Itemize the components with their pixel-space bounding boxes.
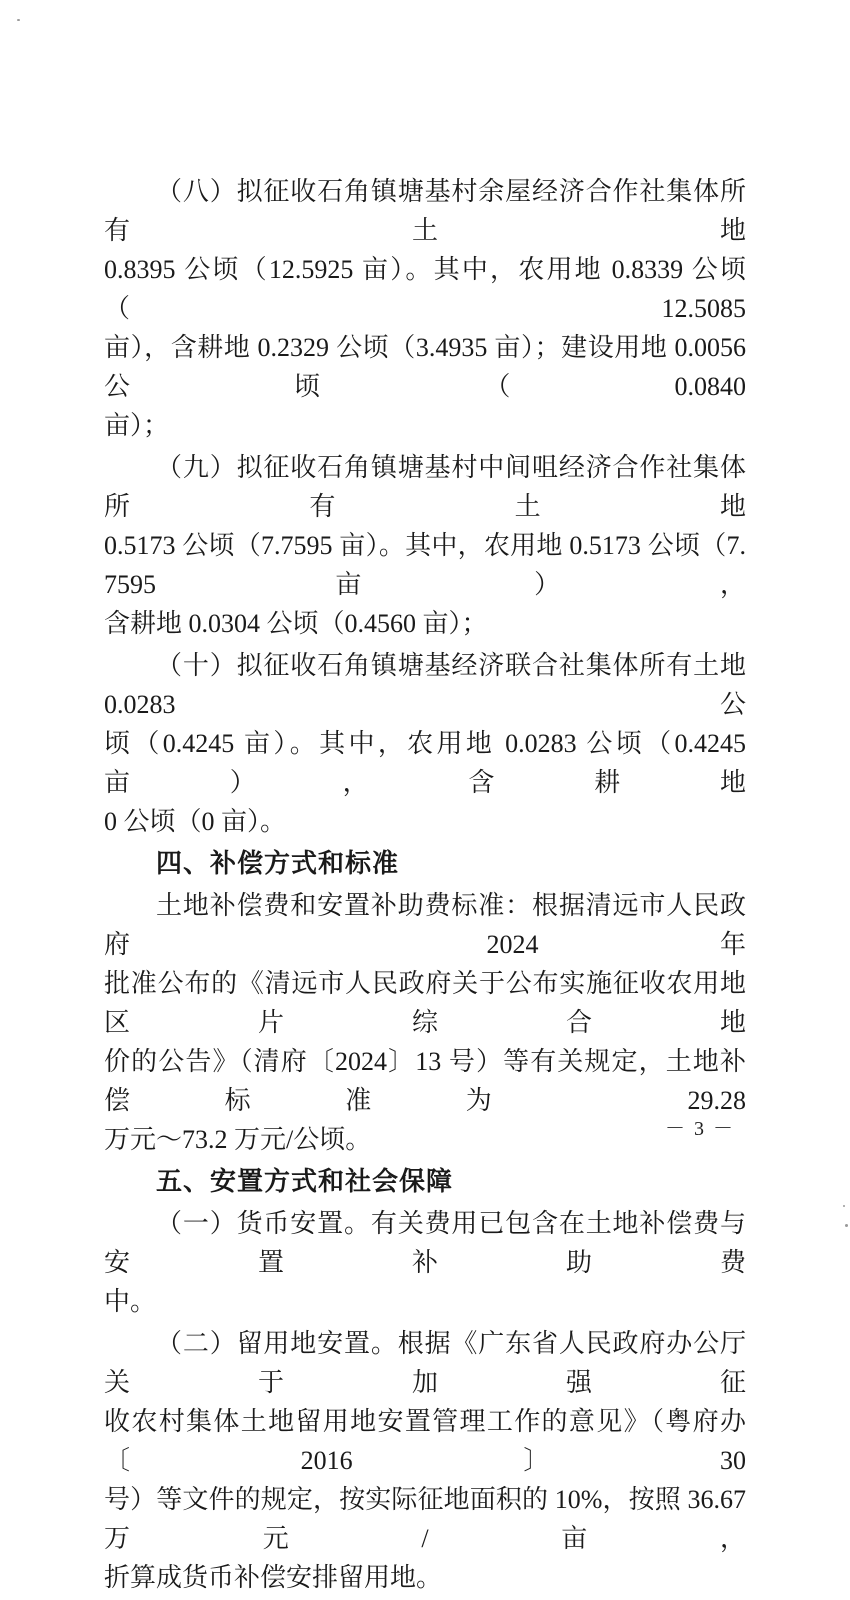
section-heading-text: 五、安置方式和社会保障	[156, 1166, 454, 1196]
text-line: （二）留用地安置。根据《广东省人民政府办公厅关于加强征	[104, 1329, 746, 1397]
text-line: （十）拟征收石角镇塘基经济联合社集体所有土地 0.0283 公	[104, 651, 746, 719]
paragraph-compensation-standard	[104, 886, 746, 1159]
text-line: 0.8395 公顷（12.5925 亩）。其中，农用地 0.8339 公顷（12.5085	[104, 255, 746, 323]
text-line: 含耕地 0.0304 公顷（0.4560 亩）；	[104, 609, 488, 638]
text-line: 土地补偿费和安置补助费标准：根据清远市人民政府 2024 年	[104, 891, 746, 959]
text-line: （九）拟征收石角镇塘基村中间咀经济合作社集体所有土地	[104, 453, 746, 521]
text-line: 价的公告》（清府〔2024〕13 号）等有关规定，土地补偿标准为 29.28	[104, 1047, 746, 1115]
page-number: － 3 －	[665, 1118, 735, 1140]
text-line: 0.5173 公顷（7.7595 亩）。其中，农用地 0.5173 公顷（7.7595 亩），	[104, 531, 746, 599]
section-heading-compensation	[104, 844, 746, 883]
text-line: 亩），含耕地 0.2329 公顷（3.4935 亩）；建设用地 0.0056 公顷（0.0840	[104, 333, 746, 401]
text-line: 批准公布的《清远市人民政府关于公布实施征收农用地区片综合地	[104, 969, 746, 1037]
paragraph-reserved-land-resettlement	[104, 1324, 746, 1597]
text-line: 号）等文件的规定，按实际征地面积的 10%，按照 36.67 万元/亩，	[104, 1485, 746, 1553]
section-heading-resettlement	[104, 1162, 746, 1201]
scan-speckle	[17, 19, 20, 21]
text-line: 亩）；	[104, 411, 170, 440]
scan-speckle	[843, 1205, 845, 1207]
section-heading-text: 四、补偿方式和标准	[156, 848, 400, 878]
text-line: 0 公顷（0 亩）。	[104, 807, 287, 836]
paragraph-item-8	[104, 172, 746, 445]
text-line: （一）货币安置。有关费用已包含在土地补偿费与安置补助费	[104, 1209, 746, 1277]
scan-speckle	[845, 1224, 848, 1227]
text-line: 折算成货币补偿安排留用地。	[104, 1563, 443, 1592]
document-body	[104, 172, 746, 1600]
text-line: （八）拟征收石角镇塘基村余屋经济合作社集体所有土地	[104, 177, 746, 245]
paragraph-item-9	[104, 448, 746, 643]
paragraph-item-10	[104, 646, 746, 841]
paragraph-monetary-resettlement	[104, 1204, 746, 1321]
text-line: 顷（0.4245 亩）。其中，农用地 0.0283 公顷（0.4245 亩），含耕地	[104, 729, 746, 797]
text-line: 中。	[104, 1287, 157, 1316]
text-line: 收农村集体土地留用地安置管理工作的意见》（粤府办〔2016〕30	[104, 1407, 746, 1475]
text-line: 万元～73.2 万元/公顷。	[104, 1125, 372, 1154]
